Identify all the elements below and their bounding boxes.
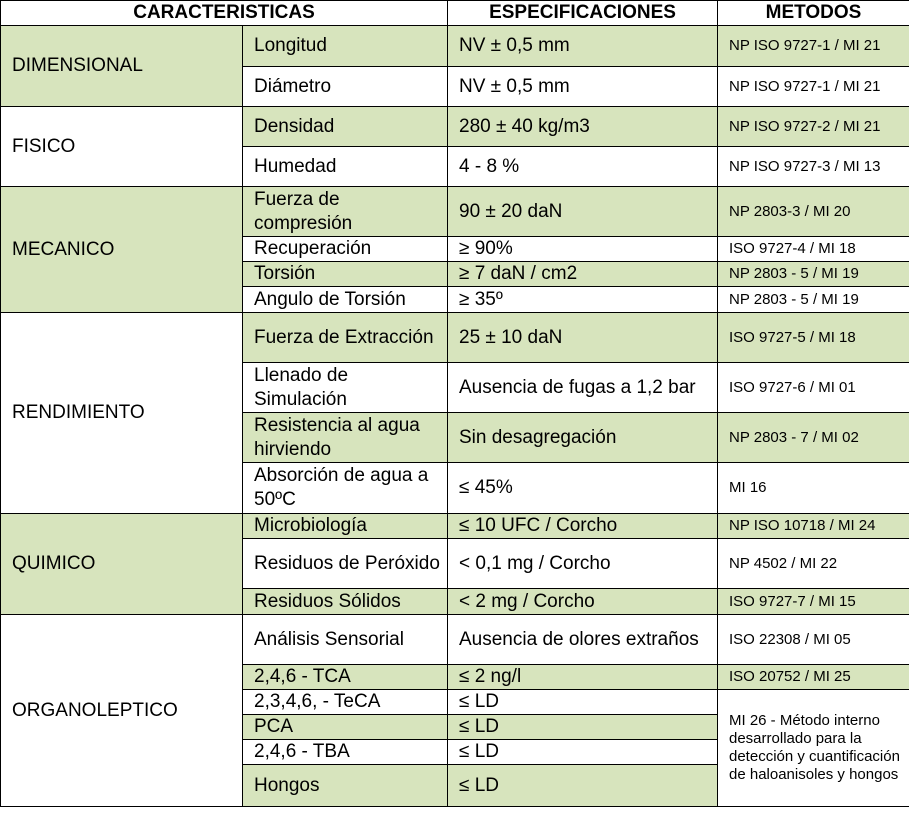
- metodo-cell: NP ISO 10718 / MI 24: [718, 514, 909, 539]
- especificacion-cell: ≤ LD: [448, 715, 718, 740]
- group-mecanico: MECANICO: [1, 187, 243, 313]
- metodo-cell: NP 4502 / MI 22: [718, 539, 909, 589]
- group-organoleptico: ORGANOLEPTICO: [1, 615, 243, 807]
- caracteristica-cell: Angulo de Torsión: [243, 287, 448, 313]
- especificacion-cell: 90 ± 20 daN: [448, 187, 718, 237]
- metodo-cell: NP 2803 - 7 / MI 02: [718, 413, 909, 463]
- especificacion-cell: 280 ± 40 kg/m3: [448, 107, 718, 147]
- metodo-cell: ISO 9727-5 / MI 18: [718, 313, 909, 363]
- especificacion-cell: NV ± 0,5 mm: [448, 67, 718, 107]
- group-fisico: FISICO: [1, 107, 243, 187]
- header-caracteristicas: CARACTERISTICAS: [1, 1, 448, 26]
- caracteristica-cell: Microbiología: [243, 514, 448, 539]
- caracteristica-cell: Llenado de Simulación: [243, 363, 448, 413]
- table-row: [1, 514, 909, 539]
- caracteristica-cell: Humedad: [243, 147, 448, 187]
- caracteristica-cell: 2,4,6 - TBA: [243, 740, 448, 765]
- group-rendimiento: RENDIMIENTO: [1, 313, 243, 514]
- caracteristica-cell: 2,3,4,6, - TeCA: [243, 690, 448, 715]
- table-row: [1, 187, 909, 237]
- caracteristica-cell: 2,4,6 - TCA: [243, 665, 448, 690]
- caracteristica-cell: Recuperación: [243, 237, 448, 262]
- caracteristica-cell: Residuos Sólidos: [243, 589, 448, 615]
- especificacion-cell: ≤ 10 UFC / Corcho: [448, 514, 718, 539]
- especificacion-cell: < 0,1 mg / Corcho: [448, 539, 718, 589]
- caracteristica-cell: Absorción de agua a 50ºC: [243, 463, 448, 514]
- metodo-cell: NP ISO 9727-3 / MI 13: [718, 147, 909, 187]
- metodo-cell-haloanisoles: MI 26 - Método interno desarrollado para la detección y cuantificación de haloanisoles y hongos: [718, 690, 909, 807]
- caracteristica-cell: Longitud: [243, 26, 448, 67]
- metodo-cell: NP ISO 9727-1 / MI 21: [718, 26, 909, 67]
- metodo-cell: ISO 9727-7 / MI 15: [718, 589, 909, 615]
- metodo-cell: MI 16: [718, 463, 909, 514]
- metodo-cell: ISO 20752 / MI 25: [718, 665, 909, 690]
- especificacion-cell: NV ± 0,5 mm: [448, 26, 718, 67]
- caracteristica-cell: Torsión: [243, 262, 448, 287]
- table-row: [1, 615, 909, 665]
- especificacion-cell: ≤ 45%: [448, 463, 718, 514]
- header-especificaciones: ESPECIFICACIONES: [448, 1, 718, 26]
- especificacion-cell: ≤ 2 ng/l: [448, 665, 718, 690]
- metodo-cell: NP ISO 9727-1 / MI 21: [718, 67, 909, 107]
- metodo-cell: ISO 9727-4 / MI 18: [718, 237, 909, 262]
- especificacion-cell: Ausencia de fugas a 1,2 bar: [448, 363, 718, 413]
- caracteristica-cell: Residuos de Peróxido: [243, 539, 448, 589]
- especificacion-cell: 25 ± 10 daN: [448, 313, 718, 363]
- metodo-cell: ISO 9727-6 / MI 01: [718, 363, 909, 413]
- especificacion-cell: 4 - 8 %: [448, 147, 718, 187]
- especificacion-cell: < 2 mg / Corcho: [448, 589, 718, 615]
- especificacion-cell: ≤ LD: [448, 765, 718, 807]
- caracteristica-cell: Fuerza de Extracción: [243, 313, 448, 363]
- metodo-cell: NP 2803 - 5 / MI 19: [718, 287, 909, 313]
- caracteristica-cell: Hongos: [243, 765, 448, 807]
- group-quimico: QUIMICO: [1, 514, 243, 615]
- header-metodos: METODOS: [718, 1, 909, 26]
- table-row: [1, 313, 909, 363]
- metodo-cell: NP 2803 - 5 / MI 19: [718, 262, 909, 287]
- caracteristica-cell: Fuerza de compresión: [243, 187, 448, 237]
- caracteristica-cell: Densidad: [243, 107, 448, 147]
- especificacion-cell: ≥ 35º: [448, 287, 718, 313]
- metodo-cell: NP 2803-3 / MI 20: [718, 187, 909, 237]
- header-row: [1, 1, 909, 26]
- metodo-cell: ISO 22308 / MI 05: [718, 615, 909, 665]
- caracteristica-cell: Resistencia al agua hirviendo: [243, 413, 448, 463]
- caracteristica-cell: Análisis Sensorial: [243, 615, 448, 665]
- caracteristica-cell: PCA: [243, 715, 448, 740]
- especificacion-cell: ≥ 7 daN / cm2: [448, 262, 718, 287]
- metodo-cell: NP ISO 9727-2 / MI 21: [718, 107, 909, 147]
- especificacion-cell: ≤ LD: [448, 690, 718, 715]
- caracteristica-cell: Diámetro: [243, 67, 448, 107]
- table-row: [1, 26, 909, 67]
- especificacion-cell: ≤ LD: [448, 740, 718, 765]
- especificacion-cell: ≥ 90%: [448, 237, 718, 262]
- table-row: [1, 107, 909, 147]
- group-dimensional: DIMENSIONAL: [1, 26, 243, 107]
- especificacion-cell: Ausencia de olores extraños: [448, 615, 718, 665]
- especificacion-cell: Sin desagregación: [448, 413, 718, 463]
